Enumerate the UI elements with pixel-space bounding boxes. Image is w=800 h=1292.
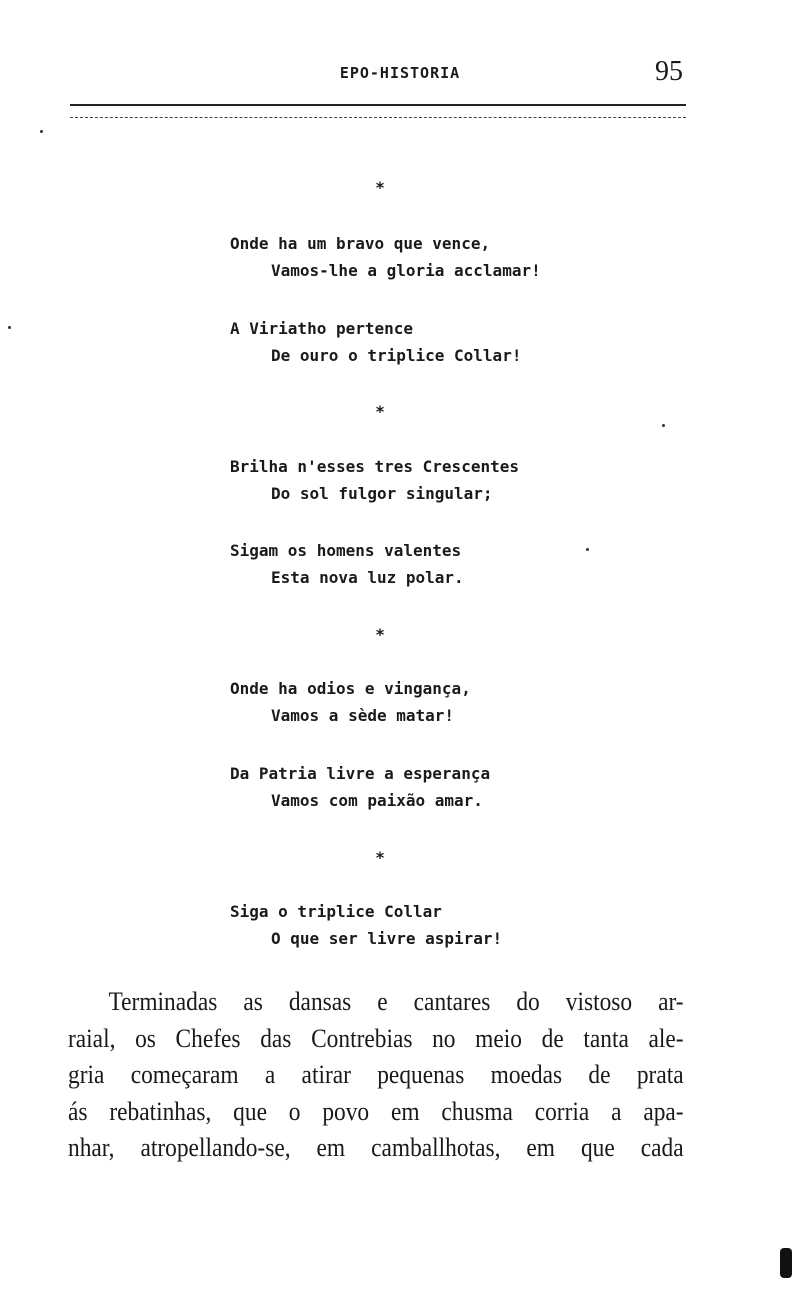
verse-line: Onde ha um bravo que vence, [230,234,491,253]
verse-stanza [230,898,502,952]
verse-stanza [230,315,521,369]
print-speck [8,326,11,329]
verse-line: Vamos a sède matar! [271,706,455,725]
verse-line: Do sol fulgor singular; [271,484,493,503]
page-number: 95 [655,56,683,87]
print-speck [662,424,665,427]
running-title: EPO-HISTORIA [339,64,461,82]
page-edge-mark [780,1248,792,1278]
verse-line: De ouro o triplice Collar! [271,346,522,365]
verse-line: O que ser livre aspirar! [271,929,503,948]
verse-stanza [230,675,471,729]
stanza-separator: * [375,178,385,197]
verse-line: A Viriatho pertence [230,319,414,338]
verse-line: Vamos com paixão amar. [271,791,483,810]
prose-line: gria começaram a atirar pequenas moedas de prata [68,1060,684,1089]
verse-stanza [230,230,541,284]
header-rule-dashed [70,117,686,118]
print-speck [40,130,43,133]
verse-line: Brilha n'esses tres Crescentes [230,457,519,476]
prose-paragraph [68,984,684,1167]
verse-line: Da Patria livre a esperança [230,764,491,783]
verse-line: Vamos-lhe a gloria acclamar! [271,261,541,280]
verse-stanza [230,453,519,507]
stanza-separator: * [375,848,385,867]
prose-line: raial, os Chefes das Contrebias no meio de tanta ale- [68,1023,684,1053]
verse-line: Onde ha odios e vingança, [230,679,471,698]
stanza-separator: * [375,402,385,421]
verse-stanza [230,537,464,591]
verse-line: Siga o triplice Collar [230,902,442,921]
verse-line: Sigam os homens valentes [230,541,462,560]
prose-line: nhar, atropellando-se, em camballhotas, em que cada [68,1133,684,1162]
stanza-separator: * [375,625,385,644]
verse-line: Esta nova luz polar. [271,568,464,587]
prose-line: ás rebatinhas, que o povo em chusma corria a apa- [68,1096,684,1126]
print-speck [586,548,589,551]
header-rule [70,104,686,106]
verse-stanza [230,760,490,814]
prose-line: Terminadas as dansas e cantares do vistoso ar- [108,987,684,1016]
